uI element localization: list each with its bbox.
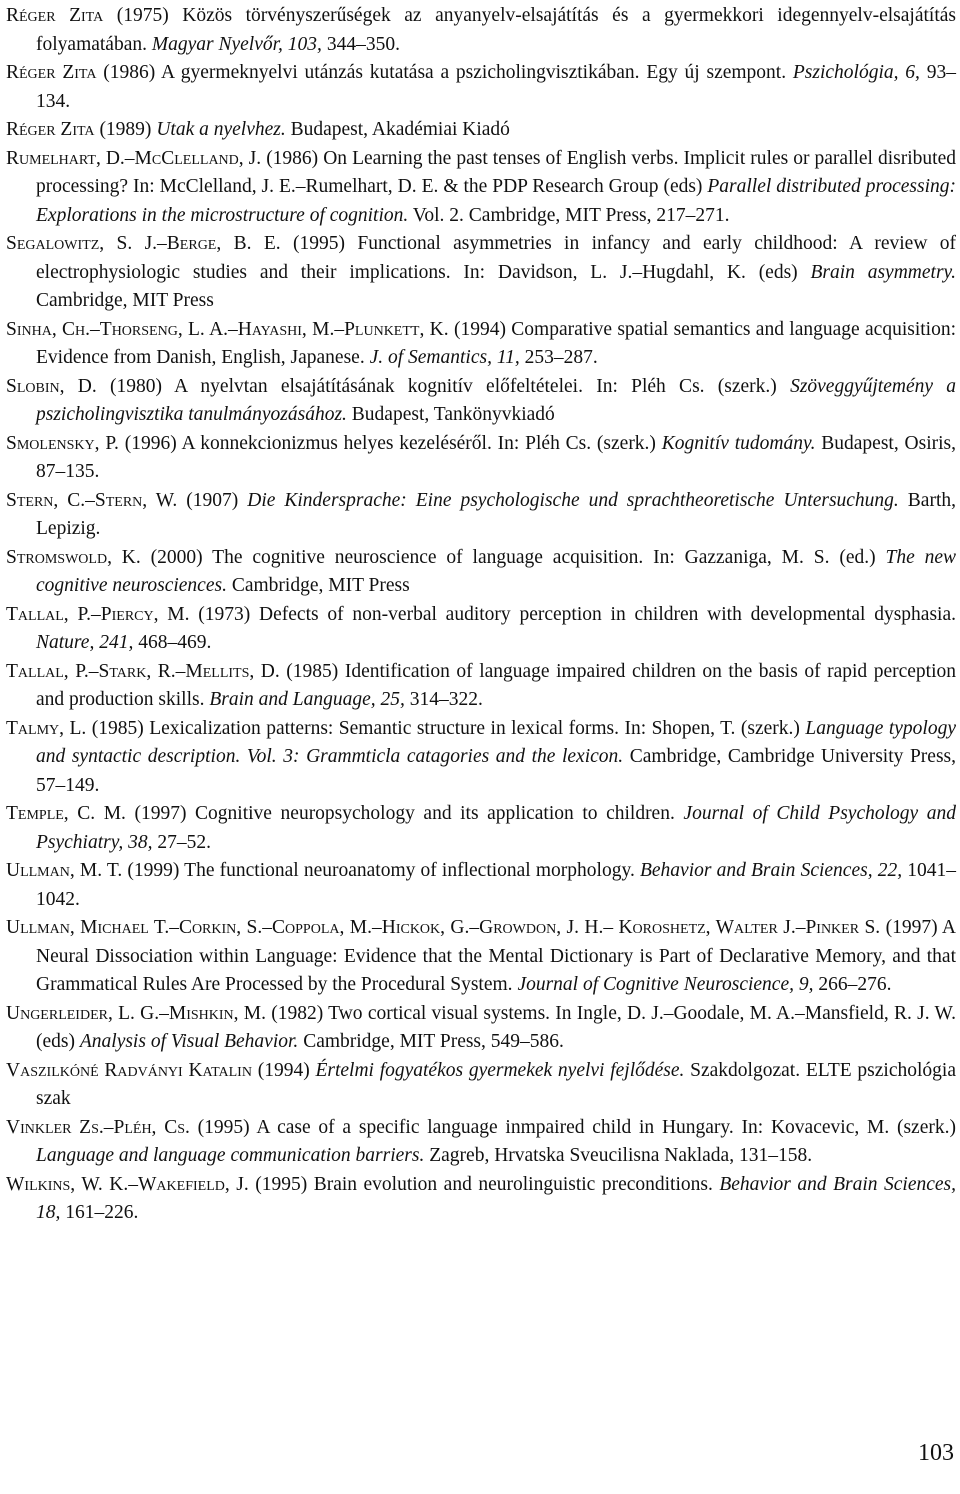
reference-text: (1997) Cognitive neuropsychology and its application to children. — [125, 803, 684, 824]
reference-text: Budapest, Osiris, 87–135. — [36, 432, 957, 482]
reference-source-title: Language and language communication barriers. — [36, 1145, 425, 1166]
reference-source-title: Brain asymmetry. — [810, 261, 956, 283]
reference-source-title: Értelmi fogyatékos gyermekek nyelvi fejlődése. — [315, 1059, 685, 1081]
reference-text: (1973) Defects of non-verbal auditory perception in children with developmental dysphasia. — [189, 603, 956, 625]
reference-source-title: Kognitív tudomány. — [661, 432, 816, 454]
reference-entry — [6, 544, 956, 601]
reference-text: Cambridge, MIT Press, 549–586. — [298, 1031, 564, 1052]
reference-source-title: Die Kindersprache: Eine psychologische und sprachtheoretische Untersuchung. — [247, 489, 899, 511]
reference-entry — [6, 715, 956, 801]
reference-list — [6, 2, 956, 1228]
reference-entry — [6, 800, 956, 857]
reference-source-title: The new cognitive neurosciences. — [36, 546, 957, 596]
reference-text: Zagreb, Hrvatska Sveucilisna Naklada, 131–158. — [424, 1145, 813, 1166]
reference-text: Vol. 2. Cambridge, MIT Press, 217–271. — [408, 204, 730, 226]
reference-text: 161–226. — [60, 1202, 139, 1223]
reference-text: (1996) A konnekcionizmus helyes kezeléséről. In: Pléh Cs. (szerk.) — [118, 432, 662, 454]
reference-text: (1975) Közös törvényszerűségek az anyanyelv-elsajátítás és a gyermekkori idegennyelv-elsajátítás folyamatában. — [36, 5, 956, 55]
reference-entry — [6, 145, 956, 231]
reference-source-title: Brain and Language, 25, — [209, 689, 405, 710]
reference-text: Szakdolgozat. ELTE pszichológia szak — [36, 1059, 956, 1109]
reference-entry — [6, 116, 956, 145]
reference-text: Cambridge, Cambridge University Press, 57–149. — [36, 746, 956, 796]
reference-authors: Ullman, Michael T.–Corkin, S.–Coppola, M.–Hickok, G.–Growdon, J. H.– Koroshetz, Walter J.–Pinker S. — [6, 917, 881, 938]
reference-text: (1994) — [251, 1059, 316, 1081]
reference-text: 344–350. — [321, 33, 400, 55]
reference-text: (1985) Lexicalization patterns: Semantic structure in lexical forms. In: Shopen, T. (szerk.) — [86, 717, 806, 739]
reference-entry — [6, 1114, 956, 1171]
reference-text: (1907) — [177, 489, 248, 511]
reference-entry — [6, 914, 956, 1000]
reference-text: (1994) Comparative spatial semantics and language acquisition: Evidence from Danish, English, Japanese. — [36, 318, 957, 368]
reference-entry — [6, 1171, 956, 1228]
reference-text: (1982) Two cortical visual systems. In Ingle, D. J.–Goodale, M. A.–Mansfield, R. J. W. (eds) — [36, 1002, 956, 1052]
reference-text: 253–287. — [519, 347, 598, 368]
reference-text: Budapest, Akadémiai Kiadó — [285, 119, 510, 140]
reference-source-title: Behavior and Brain Sciences, 18, — [36, 1173, 957, 1223]
reference-text: Budapest, Tankönyvkiadó — [346, 404, 555, 425]
reference-text: 314–322. — [404, 689, 483, 710]
reference-source-title: Behavior and Brain Sciences, 22, — [639, 860, 903, 881]
reference-authors: Wilkins, W. K.–Wakefield, J. — [6, 1173, 249, 1195]
reference-authors: Rumelhart, D.–McClelland, J. — [6, 147, 262, 169]
reference-text: (1989) — [94, 119, 157, 140]
reference-authors: Réger Zita — [6, 62, 97, 83]
reference-source-title: Language typology and syntactic description. Vol. 3: Grammticla catagories and the lexicon. — [36, 717, 956, 767]
reference-entry — [6, 601, 956, 658]
reference-authors: Réger Zita — [6, 119, 95, 140]
reference-authors: Stromswold, K. — [6, 546, 141, 568]
reference-entry — [6, 373, 956, 430]
reference-authors: Stern, C.–Stern, W. — [6, 489, 178, 511]
reference-authors: Slobin, D. — [6, 375, 97, 397]
reference-text: (2000) The cognitive neuroscience of language acquisition. In: Gazzaniga, M. S. (ed.) — [140, 546, 886, 568]
reference-entry — [6, 2, 956, 59]
reference-text: Barth, Lepizig. — [36, 489, 956, 539]
reference-text: (1997) A Neural Dissociation within Language: Evidence that the Mental Dictionary is Part of Declarative Memory, and that Grammatical Rules Are Processed by the Procedural System. — [36, 917, 956, 995]
reference-text: 468–469. — [133, 632, 212, 653]
reference-authors: Tallal, P.–Stark, R.–Mellits, D. — [6, 660, 280, 682]
reference-entry — [6, 316, 956, 373]
reference-authors: Talmy, L. — [6, 717, 87, 739]
reference-source-title: Parallel distributed processing: Explorations in the microstructure of cognition. — [36, 176, 956, 226]
reference-authors: Segalowitz, S. J.–Berge, B. E. — [6, 233, 281, 254]
reference-text: (1986) A gyermeknyelvi utánzás kutatása a pszicholingvisztikában. Egy új szempont. — [96, 62, 793, 83]
reference-text: (1995) Brain evolution and neurolinguistic preconditions. — [248, 1173, 720, 1195]
reference-entry — [6, 857, 956, 914]
reference-source-title: Journal of Cognitive Neuroscience, 9, — [517, 974, 814, 995]
reference-source-title: J. of Semantics, 11, — [369, 347, 520, 368]
reference-source-title: Magyar Nyelvőr, 103, — [151, 33, 322, 55]
reference-text: (1995) A case of a specific language inmpaired child in Hungary. In: Kovacevic, M. (szerk.) — [189, 1116, 956, 1138]
reference-source-title: Journal of Child Psychology and Psychiatry, 38, — [36, 803, 957, 853]
reference-authors: Smolensky, P. — [6, 432, 119, 454]
reference-source-title: Nature, 241, — [36, 632, 134, 653]
reference-text: (1995) Functional asymmetries in infancy and early childhood: A review of electrophysiologic studies and their implications. In: Davidson, L. J.–Hugdahl, K. (eds) — [36, 233, 957, 283]
reference-text: (1980) A nyelvtan elsajátításának kognitív előfeltételei. In: Pléh Cs. (szerk.) — [96, 375, 791, 397]
reference-source-title: Szöveggyűjtemény a pszicholingvisztika tanulmányozásához. — [36, 375, 957, 425]
reference-text: (1999) The functional neuroanatomy of inflectional morphology. — [122, 860, 640, 881]
reference-entry — [6, 59, 956, 116]
reference-text: 266–276. — [813, 974, 892, 995]
reference-text: 93–134. — [36, 62, 956, 112]
reference-text: 1041–1042. — [36, 860, 956, 910]
reference-entry — [6, 487, 956, 544]
reference-authors: Réger Zita — [6, 5, 104, 26]
reference-entry — [6, 1000, 956, 1057]
reference-authors: Temple, C. M. — [6, 803, 126, 824]
reference-text: (1986) On Learning the past tenses of English verbs. Implicit rules or parallel disributed processing? In: McClelland, J. E.–Rumelhart, D. E. & the PDP Research Group (eds) — [36, 147, 956, 197]
reference-entry — [6, 230, 956, 316]
page-number: 103 — [918, 1440, 954, 1466]
reference-text: (1985) Identification of language impaired children on the basis of rapid perception and production skills. — [36, 660, 957, 710]
reference-authors: Vaszilkóné Radványi Katalin — [6, 1059, 252, 1081]
reference-authors: Vinkler Zs.–Pléh, Cs. — [6, 1116, 190, 1138]
reference-entry — [6, 430, 956, 487]
reference-source-title: Utak a nyelvhez. — [156, 119, 286, 140]
reference-text: Cambridge, MIT Press — [36, 290, 214, 311]
reference-entry — [6, 1057, 956, 1114]
reference-text: 27–52. — [152, 831, 211, 853]
reference-authors: Sinha, Ch.–Thorseng, L. A.–Hayashi, M.–Plunkett, K. — [6, 318, 449, 340]
reference-text: Cambridge, MIT Press — [226, 575, 410, 596]
reference-authors: Tallal, P.–Piercy, M. — [6, 603, 190, 625]
reference-source-title: Pszichológia, 6, — [792, 62, 920, 83]
reference-entry — [6, 658, 956, 715]
reference-source-title: Analysis of Visual Behavior. — [79, 1031, 299, 1052]
reference-authors: Ullman, M. T. — [6, 860, 123, 881]
reference-authors: Ungerleider, L. G.–Mishkin, M. — [6, 1002, 266, 1024]
